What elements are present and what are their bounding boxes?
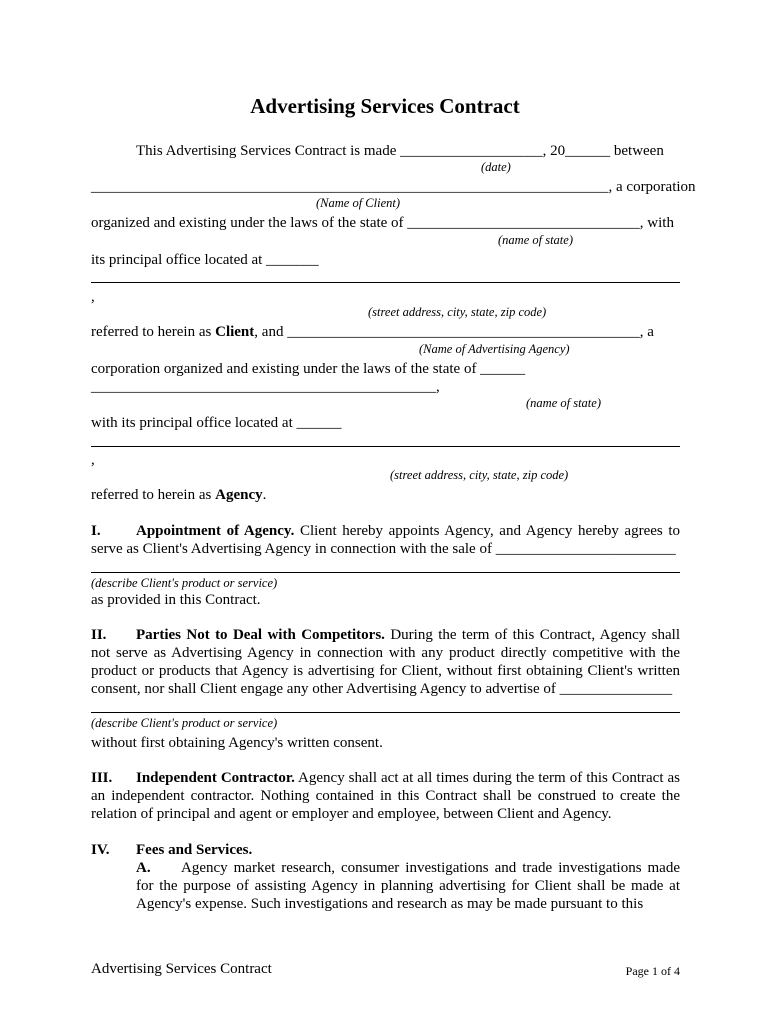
intro-line-4: its principal office located at _______: [91, 252, 319, 268]
intro-line-6: corporation organized and existing under the laws of the state of ______: [91, 361, 526, 377]
section-1-body: Client hereby appoints Agency, and Agency hereby agrees to serve as Client's Advertising Agency in connection with the sale of ________________________: [91, 523, 681, 557]
section-2-body: During the term of this Contract, Agency shall not serve as Advertising Agency in connection with any product directly competitive with the product or products that Agency is advertising for Client, without first obtaining Client's written consent, nor shall Client engage any other Advertising Agency to advertise of _______________: [91, 627, 681, 697]
intro-line-8: with its principal office located at ______: [91, 415, 342, 431]
section-4a-label: A.: [136, 860, 151, 876]
section-4-number: IV.: [91, 842, 110, 858]
agency-ref-suffix: .: [262, 487, 267, 503]
section-2-blank-line: [91, 712, 680, 713]
state-caption-2: (name of state): [526, 396, 601, 410]
footer-title: Advertising Services Contract: [91, 961, 272, 977]
address-caption: (street address, city, state, zip code): [368, 305, 547, 319]
section-2-heading: Parties Not to Deal with Competitors.: [136, 627, 385, 643]
section-4a-body: Agency market research, consumer investigations and trade investigations made for the purpose of assisting Agency in planning advertising for Client shall be made at Agency's expense. Such investigations and research as may be made pursuant to this: [136, 860, 680, 912]
intro-line-3: organized and existing under the laws of the state of _______________________________, with: [91, 215, 674, 231]
section-4-header: [91, 841, 252, 859]
address-comma-2: ,: [91, 452, 95, 468]
agency-ref-prefix: referred to herein as: [91, 487, 216, 503]
section-2-tail: without first obtaining Agency's written consent.: [91, 735, 383, 751]
section-1-tail: as provided in this Contract.: [91, 592, 261, 608]
section-4-heading: Fees and Services.: [136, 842, 253, 858]
state-caption: (name of state): [498, 233, 573, 247]
section-2-caption: (describe Client's product or service): [91, 716, 278, 730]
section-1-heading: Appointment of Agency.: [136, 523, 295, 539]
agency-name-caption: (Name of Advertising Agency): [419, 342, 570, 356]
intro-line-2: _____________________________________________________________________, a corporation: [91, 179, 696, 195]
address-blank-line-2: [91, 446, 680, 447]
intro-line-7: ______________________________________________,: [91, 379, 440, 395]
section-2-number: II.: [91, 627, 107, 643]
section-1-number: I.: [91, 523, 101, 539]
address-caption-2: (street address, city, state, zip code): [390, 468, 569, 482]
date-caption: (date): [481, 160, 511, 174]
section-3-paragraph: [91, 769, 680, 823]
intro-line-1: This Advertising Services Contract is made ___________________, 20______ between: [136, 143, 664, 159]
client-ref-suffix: , and _______________________________________________, a: [254, 324, 654, 340]
section-3-body: Agency shall act at all times during the term of this Contract as an independent contractor. Nothing contained in this Contract shall be construed to create the relation of principal and agent or employer and employee, between Client and Agency.: [91, 770, 680, 822]
section-4a-paragraph: [136, 859, 680, 913]
address-comma: ,: [91, 289, 95, 305]
section-3-number: III.: [91, 770, 113, 786]
client-ref-bold: Client: [215, 324, 255, 340]
intro-line-5: [91, 323, 654, 341]
client-name-caption: (Name of Client): [316, 196, 401, 210]
document-title: Advertising Services Contract: [250, 94, 520, 118]
intro-line-9: [91, 486, 266, 504]
section-1-blank-line: [91, 572, 680, 573]
client-ref-prefix: referred to herein as: [91, 324, 216, 340]
section-1-caption: (describe Client's product or service): [91, 576, 278, 590]
section-3-heading: Independent Contractor.: [136, 770, 295, 786]
address-blank-line: [91, 282, 680, 283]
section-2-paragraph: [91, 626, 680, 698]
agency-ref-bold: Agency: [215, 487, 263, 503]
page-number: Page 1 of 4: [625, 964, 680, 978]
section-1-paragraph: [91, 522, 680, 558]
